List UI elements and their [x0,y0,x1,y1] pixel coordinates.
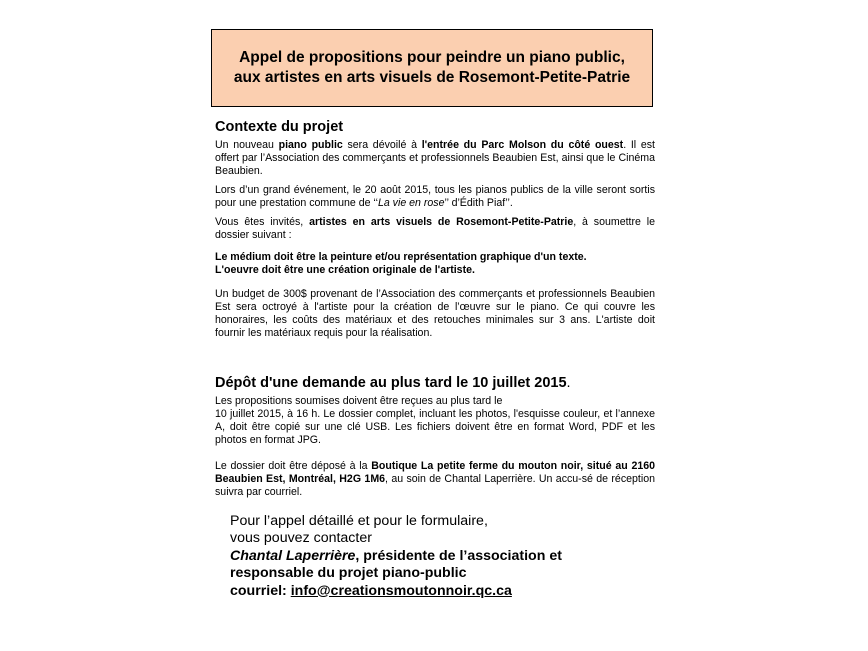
text-run: sera dévoilé à [342,139,422,151]
contexte-requirements [215,251,655,277]
title-box [211,29,653,107]
text-run: ’’ d’Édith Piaf’’. [444,197,513,209]
email-link[interactable]: info@creationsmoutonnoir.qc.ca [290,582,512,599]
depot-paragraph-1-line-1: Les propositions soumises doivent être reçues au plus tard le [215,395,503,407]
depot-heading [215,374,655,392]
contexte-heading: Contexte du projet [215,119,344,135]
main-content [215,118,655,499]
text-run-italic: La vie en rose [377,197,445,209]
title-line-2: aux artistes en arts visuels de Rosemont-Petite-Patrie [233,69,631,86]
depot-paragraph-2 [215,460,655,499]
text-run: . Il est offert par l’Association des commerçants et professionnels Beaubien Est, ainsi que le Cinéma Beaubien. [215,139,655,177]
text-run-bold: artistes en arts visuels de Rosemont-Petite-Patrie [309,216,574,228]
contexte-paragraph-1 [215,139,655,178]
contact-line-5 [230,583,650,600]
depot-heading-period: . [566,375,571,391]
contact-line-3 [230,548,650,565]
email-label: courriel: [230,582,291,599]
text-run: , à soumettre le dossier suivant : [215,216,655,241]
text-run-bold: piano public [278,139,343,151]
contexte-budget: Un budget de 300$ provenant de l’Association des commerçants et professionnels Beaubien Est sera octroyé à l'artiste pour la création de l’œuvre sur le piano. Ce qui couvre les honoraires, les coûts des matériaux et des retouches minimales sur 3 ans. L'artiste doit fournir les matériaux requis pour la réalisation. [215,288,655,339]
contexte-paragraph-3 [215,216,655,242]
text-run: , au soin de Chantal Laperrière. Un accu-sé de réception suivra par courriel. [215,473,655,498]
contexte-paragraph-2 [215,184,655,210]
text-run: Le dossier doit être déposé à la [215,460,372,472]
contact-block [230,513,650,600]
text-run: Lors d’un grand événement, le 20 août 2015, tous les pianos publics de la ville seront sortis pour une prestation commune de ‘‘ [215,184,655,209]
requirement-line-2: L'oeuvre doit être une création originale de l'artiste. [215,264,475,276]
text-run: Un nouveau [215,139,279,151]
title-line-1: Appel de propositions pour peindre un piano public, [239,49,625,66]
depot-paragraph-1-rest: 10 juillet 2015, à 16 h. Le dossier complet, incluant les photos, l'esquisse couleur, et l’annexe A, doit être copié sur une clé USB. Les fichiers doivent être en format Word, PDF et les photos en format JPG. [215,408,655,446]
contact-line-1: Pour l’appel détaillé et pour le formulaire, [230,513,488,529]
depot-heading-text: Dépôt d'une demande au plus tard le 10 juillet 2015 [215,375,567,391]
contact-name: Chantal Laperrière [230,547,356,564]
contact-line-4: responsable du projet piano-public [230,565,467,582]
requirement-line-1: Le médium doit être la peinture et/ou représentation graphique d'un texte. [215,251,587,263]
text-run-bold: Boutique La petite ferme du mouton noir, situé au 2160 Beaubien Est, Montréal, H2G 1M6 [215,460,656,485]
text-run: Vous êtes invités, [215,216,310,228]
text-run-bold: l'entrée du Parc Molson du côté ouest [421,139,624,151]
contact-line-2: vous pouvez contacter [230,530,372,547]
contact-role: , présidente de l’association et [355,547,562,564]
